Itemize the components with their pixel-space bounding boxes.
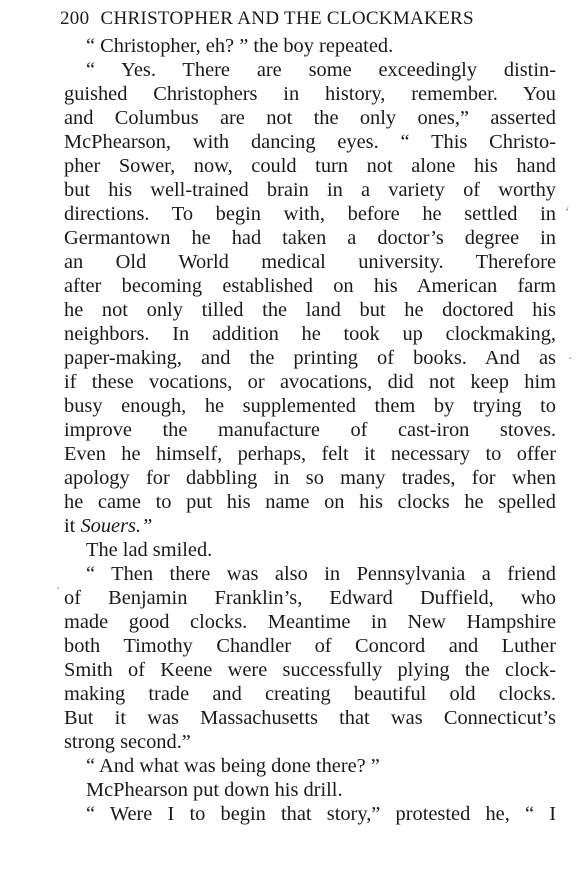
text-line: [64, 490, 556, 514]
text-line-content: Smith of Keene were successfully plying the clock-: [64, 659, 556, 681]
text-line-content: if these vocations, or avocations, did not keep him: [64, 371, 556, 393]
text-line: [64, 538, 556, 562]
text-line-content: Even he himself, perhaps, felt it necessary to offer: [64, 443, 556, 465]
text-line-content: but his well-trained brain in a variety of worthy: [64, 179, 556, 201]
text-line-content: pher Sower, now, could turn not alone his hand: [64, 155, 556, 177]
text-line: [64, 418, 556, 442]
text-line-content: Germantown he had taken a doctor’s degree in: [64, 227, 556, 249]
text-line: [64, 34, 556, 58]
body-text: [64, 34, 556, 826]
text-line-content: “ Christopher, eh? ” the boy repeated.: [86, 35, 394, 57]
text-line-content: strong second.”: [64, 731, 191, 753]
text-line: [64, 610, 556, 634]
text-line: [64, 754, 556, 778]
text-line: [64, 658, 556, 682]
text-line: [64, 130, 556, 154]
print-speck: ·: [568, 352, 573, 367]
text-line-content: apology for dabbling in so many trades, for when: [64, 467, 556, 489]
running-header: [60, 8, 560, 34]
text-line: [64, 154, 556, 178]
text-line-content: it: [64, 515, 81, 537]
text-line-content: improve the manufacture of cast-iron stoves.: [64, 419, 556, 441]
italic-text: Souers.”: [80, 515, 153, 537]
text-line-content: making trade and creating beautiful old clocks.: [64, 683, 556, 705]
text-line-content: neighbors. In addition he took up clockmaking,: [64, 323, 556, 345]
text-line-content: made good clocks. Meantime in New Hampshire: [64, 611, 556, 633]
text-line: [64, 106, 556, 130]
page-number: 200: [60, 8, 90, 29]
text-line-content: of Benjamin Franklin’s, Edward Duffield, who: [64, 587, 556, 609]
text-line-content: “ Were I to begin that story,” protested he, “ I: [86, 803, 556, 825]
text-line-content: McPhearson put down his drill.: [86, 779, 343, 801]
running-title: CHRISTOPHER AND THE CLOCKMAKERS: [100, 8, 474, 29]
text-line: [64, 370, 556, 394]
print-speck: ‘: [565, 205, 570, 220]
text-line: [64, 634, 556, 658]
print-speck: ·: [56, 582, 61, 597]
text-line: [64, 730, 556, 754]
text-line: [64, 514, 556, 538]
text-line-content: The lad smiled.: [86, 539, 213, 561]
text-line: [64, 586, 556, 610]
text-line: [64, 226, 556, 250]
text-line-content: he came to put his name on his clocks he spelled: [64, 491, 556, 513]
text-line: [64, 466, 556, 490]
text-line: [64, 178, 556, 202]
text-line: [64, 442, 556, 466]
text-line-content: “ Then there was also in Pennsylvania a friend: [86, 563, 556, 585]
text-line-content: and Columbus are not the only ones,” asserted: [64, 107, 556, 129]
text-line: [64, 802, 556, 826]
text-line-content: he not only tilled the land but he doctored his: [64, 299, 556, 321]
text-line: [64, 346, 556, 370]
text-line-content: an Old World medical university. Therefore: [64, 251, 556, 273]
text-line: [64, 82, 556, 106]
text-line-content: directions. To begin with, before he settled in: [64, 203, 556, 225]
text-line: [64, 394, 556, 418]
text-line-content: “ And what was being done there? ”: [86, 755, 380, 777]
text-line-content: busy enough, he supplemented them by trying to: [64, 395, 556, 417]
text-line: [64, 706, 556, 730]
text-line: [64, 682, 556, 706]
text-line-content: “ Yes. There are some exceedingly distin-: [86, 59, 556, 81]
text-line: [64, 298, 556, 322]
text-line: [64, 562, 556, 586]
text-line: [64, 58, 556, 82]
text-line: [64, 274, 556, 298]
text-line-content: McPhearson, with dancing eyes. “ This Christo-: [64, 131, 556, 153]
text-line: [64, 322, 556, 346]
text-line-content: guished Christophers in history, remember. You: [64, 83, 556, 105]
text-line-content: But it was Massachusetts that was Connecticut’s: [64, 707, 556, 729]
text-line-content: both Timothy Chandler of Concord and Luther: [64, 635, 556, 657]
text-line-content: after becoming established on his American farm: [64, 275, 556, 297]
text-line: [64, 250, 556, 274]
text-line-content: paper-making, and the printing of books. And as: [64, 347, 556, 369]
text-line: [64, 778, 556, 802]
text-line: [64, 202, 556, 226]
